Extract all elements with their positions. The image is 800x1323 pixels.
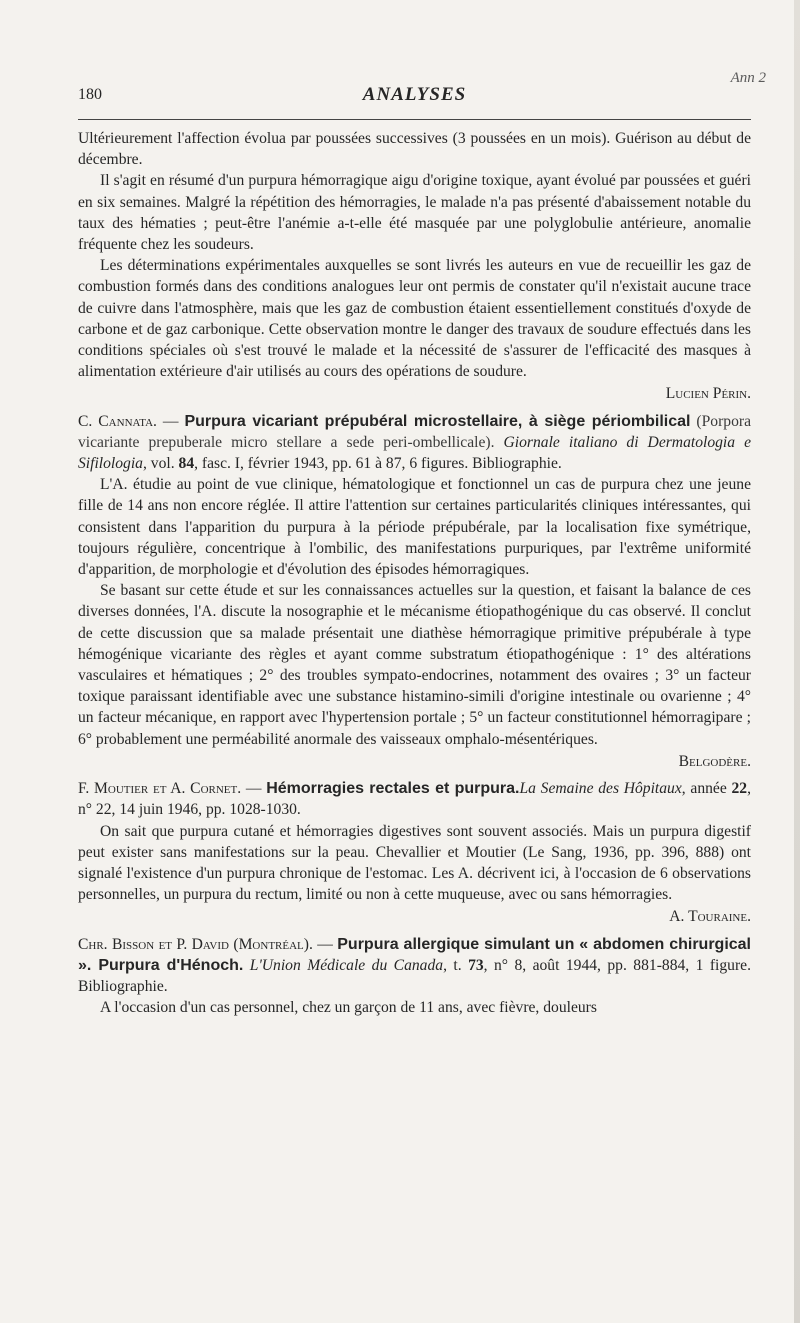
- paragraph: Les déterminations expérimentales auxquelles se sont livrés les auteurs en vue de recueillir les gaz de combustion formés dans des conditions analogues leur ont permis de constater qu'il n'existait aucune trace de cuivre dans l'atmosphère, mais que les gaz de combustion étaient essentiellement constitués d'oxyde de carbone et de gaz carbonique. Cette observation montre le danger des travaux de soudure effectués dans les conditions spéciales où s'est trouvé le malade et la nécessité de s'assurer de l'efficacité des masques à alimentation extérieure d'air utilisés au cours des opérations de soudure.: [78, 257, 751, 381]
- review-title: Hémorragies rectales et purpura.: [266, 780, 520, 798]
- reviewer-signature: Belgodère.: [678, 752, 751, 770]
- citation-text: , fasc. I, février 1943, pp. 61 à 87, 6 figures. Bibliographie.: [194, 455, 562, 473]
- journal-name: Giornale italiano di Dermatologia e Sifilologia: [78, 433, 751, 473]
- dash: —: [156, 412, 185, 430]
- journal-name: La Semaine des Hôpitaux: [519, 780, 682, 798]
- citation-text: , année: [681, 780, 732, 798]
- page-number: 180: [78, 86, 102, 103]
- dash: —: [241, 780, 267, 798]
- review-heading: [78, 778, 751, 820]
- header-rule: [78, 119, 751, 120]
- review-translation: (Porpora vicariante prepuberale micro stellare a sede peri-ombellicale).: [78, 412, 751, 451]
- review-heading: [78, 411, 751, 475]
- citation-text: , n° 8, août 1944, pp. 881-884, 1 figure. Bibliographie.: [78, 956, 751, 995]
- review-author: C. Cannata.: [78, 412, 157, 430]
- year-number: 22: [731, 780, 748, 798]
- review-heading: [78, 934, 751, 998]
- paragraph: A l'occasion d'un cas personnel, chez un garçon de 11 ans, avec fièvre, douleurs: [100, 999, 597, 1017]
- page-edge: [794, 0, 800, 1323]
- article-body: [78, 128, 751, 1018]
- paragraph: Il s'agit en résumé d'un purpura hémorragique aigu d'origine toxique, ayant évolué par poussées et guéri en six semaines. Malgré la répétition des hémorragies, le malade n'a pas présenté d'abaissement notable du taux des hématies ; peut-être l'anémie a-t-elle été masquée par une polyglobulie antérieure, anomalie fréquente chez les soudeurs.: [78, 172, 751, 254]
- review-author: F. Moutier et A. Cornet.: [78, 780, 242, 798]
- citation-text: , t.: [443, 956, 469, 974]
- reviewer-signature: Lucien Périn.: [665, 385, 751, 403]
- paragraph: On sait que purpura cutané et hémorragies digestives sont souvent associés. Mais un purpura digestif peut exister sans manifestations sur la peau. Chevallier et Moutier (Le Sang, 1936, pp. 396, 888) ont signalé l'existence d'un purpura chronique de l'estomac. Les A. décrivent ici, à l'occasion de 6 observations personnelles, un purpura du rectum, limité ou non à cette muqueuse, avec ou sans hémorragies.: [78, 822, 751, 904]
- review-title: Purpura vicariant prépubéral microstellaire, à siège périombilical: [184, 412, 691, 430]
- volume-number: 84: [178, 455, 195, 473]
- reviewer-signature: A. Touraine.: [669, 908, 751, 926]
- review-author: Chr. Bisson et P. David (Montréal).: [78, 935, 313, 953]
- volume-number: 73: [468, 956, 484, 974]
- citation-text: , vol.: [142, 455, 179, 473]
- review-title: Purpura allergique simulant un « abdomen chirurgical ». Purpura d'Hénoch.: [78, 935, 751, 974]
- running-title: ANALYSES: [362, 84, 467, 105]
- dash: —: [312, 935, 338, 953]
- paragraph: Se basant sur cette étude et sur les connaissances actuelles sur la question, et faisant la balance de ces diverses données, l'A. discute la nosographie et le mécanisme étiopathogénique du cas observé. Il conclut de cette discussion que sa malade présentait une diathèse hémorragique primitive prépubérale à type hémogénique vicariante des règles et ayant comme substratum étiopathogénique : 1° des altérations vasculaires et hématiques ; 2° des troubles sympato-endocrines, notamment des ovaires ; 3° un facteur toxique paraissant identifiable avec une substance histamino-simili d'origine intestinale ou ovarienne ; 4° un facteur mécanique, en rapport avec l'hypertension portale ; 5° un facteur constitutionnel hémorragipare ; 6° probablement une perméabilité anormale des vaisseaux omphalo-mésentériques.: [78, 582, 751, 748]
- handwritten-note: Ann 2: [730, 70, 766, 86]
- page-header: [78, 84, 751, 114]
- paragraph: L'A. étudie au point de vue clinique, hématologique et fonctionnel un cas de purpura chez une jeune fille de 14 ans non encore réglée. Il attire l'attention sur certaines particularités cliniques intéressantes, qui consistent dans l'apparition du purpura à la période prépubérale, par la localisation fixe symétrique, toujours régulière, concentrique à l'ombilic, des manifestations purpuriques, par l'extrême uniformité d'apparition, de morphologie et d'évolution des épisodes hémorragiques.: [78, 476, 751, 579]
- journal-name: L'Union Médicale du Canada: [243, 956, 444, 974]
- paragraph: Ultérieurement l'affection évolua par poussées successives (3 poussées en un mois). Guérison au début de décembre.: [78, 130, 751, 169]
- citation-text: , n° 22, 14 juin 1946, pp. 1028-1030.: [78, 780, 751, 819]
